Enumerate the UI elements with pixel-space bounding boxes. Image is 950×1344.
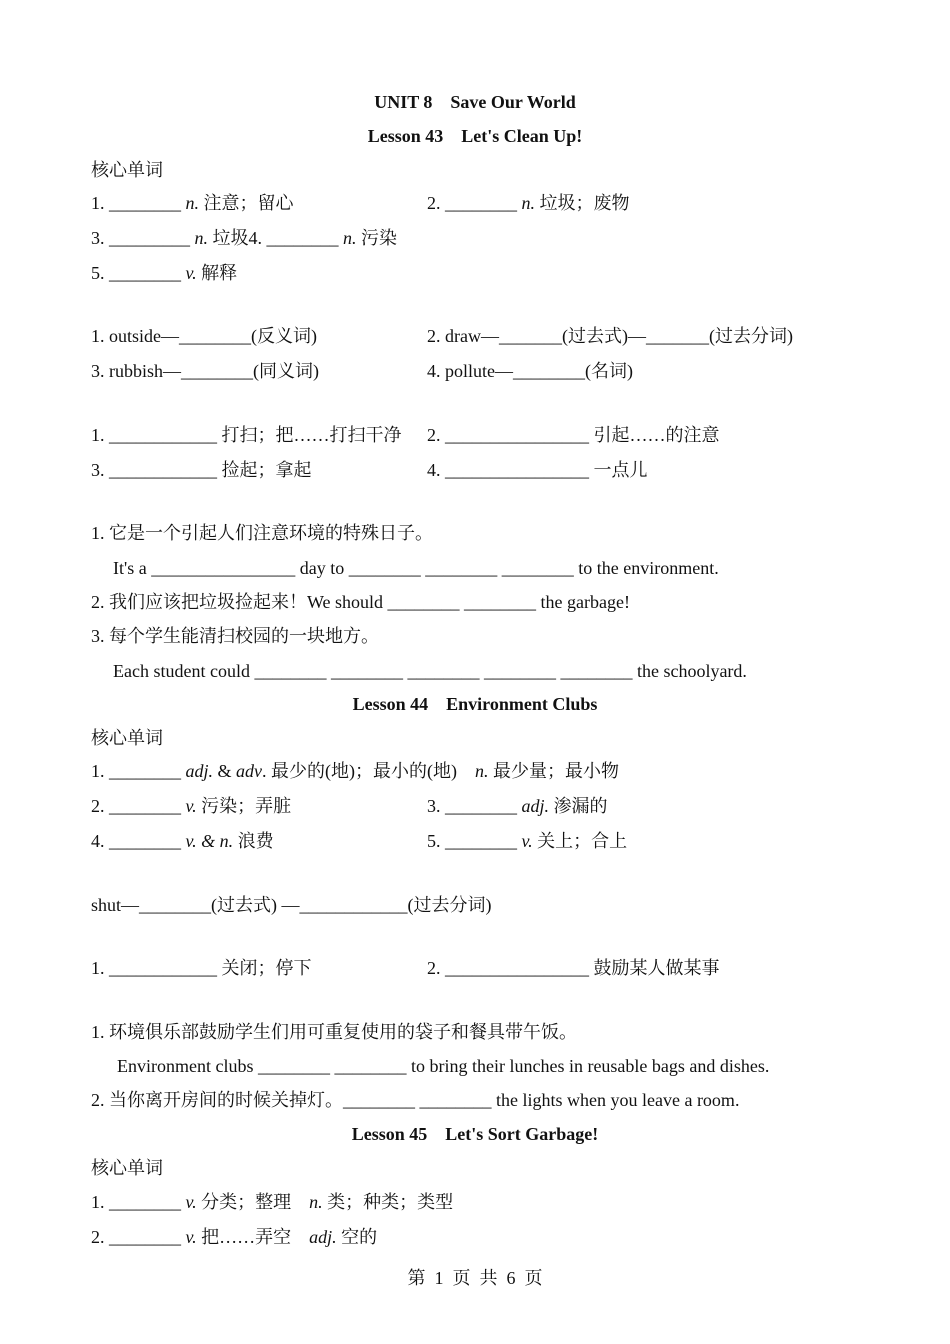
lesson44-word-1: 1. ________ adj. & adv. 最少的(地)；最小的(地) n. 最少量；最小物: [91, 761, 620, 781]
lesson44-sentence-1-cn: 1. 环境俱乐部鼓励学生们用可重复使用的袋子和餐具带午饭。: [91, 1022, 577, 1042]
lesson44-phrase-1: 1. ____________ 关闭；停下: [91, 958, 312, 978]
lesson45-title: Lesson 45 Let's Sort Garbage!: [351, 1124, 599, 1144]
lesson43-title: Lesson 43 Let's Clean Up!: [367, 126, 583, 146]
lesson43-form-2: 2. draw—_______(过去式)—_______(过去分词): [427, 326, 793, 346]
lesson43-sentence-1-cn: 1. 它是一个引起人们注意环境的特殊日子。: [91, 523, 433, 543]
lesson43-sentence-3-en: Each student could ________ ________ ________ ________ ________ the schoolyard.: [113, 661, 747, 681]
lesson43-phrase-2: 2. ________________ 引起……的注意: [427, 425, 720, 445]
lesson44-word-2: 2. ________ v. 污染；弄脏: [91, 796, 292, 816]
lesson43-phrase-1: 1. ____________ 打扫；把……打扫干净: [91, 425, 402, 445]
lesson45-word-1: 1. ________ v. 分类；整理 n. 类；种类；类型: [91, 1192, 454, 1212]
lesson43-core-words-label: 核心单词: [91, 160, 163, 180]
lesson44-title: Lesson 44 Environment Clubs: [352, 694, 598, 714]
lesson44-word-3: 3. ________ adj. 渗漏的: [427, 796, 608, 816]
lesson44-form: shut—________(过去式) —____________(过去分词): [91, 895, 492, 915]
lesson43-word-2: 2. ________ n. 垃圾；废物: [427, 193, 630, 213]
lesson44-phrase-2: 2. ________________ 鼓励某人做某事: [427, 958, 720, 978]
lesson43-form-1: 1. outside—________(反义词): [91, 326, 317, 346]
lesson44-sentence-1-en: Environment clubs ________ ________ to bring their lunches in reusable bags and dishes.: [117, 1056, 770, 1076]
lesson43-phrase-3: 3. ____________ 捡起；拿起: [91, 460, 312, 480]
lesson43-sentence-3-cn: 3. 每个学生能清扫校园的一块地方。: [91, 626, 379, 646]
lesson44-sentence-2: 2. 当你离开房间的时候关掉灯。________ ________ the lights when you leave a room.: [91, 1090, 740, 1110]
lesson44-word-5: 5. ________ v. 关上；合上: [427, 831, 628, 851]
lesson43-form-4: 4. pollute—________(名词): [427, 361, 633, 381]
lesson44-core-words-label: 核心单词: [91, 728, 163, 748]
page-footer: 第 1 页 共 6 页: [407, 1268, 543, 1288]
lesson43-sentence-1-en: It's a ________________ day to ________ ________ ________ to the environment.: [113, 558, 719, 578]
unit-title: UNIT 8 Save Our World: [374, 92, 576, 112]
lesson43-form-3: 3. rubbish—________(同义词): [91, 361, 319, 381]
lesson43-word-3-4: 3. _________ n. 垃圾4. ________ n. 污染: [91, 228, 397, 248]
lesson44-word-4: 4. ________ v. & n. 浪费: [91, 831, 274, 851]
lesson43-phrase-4: 4. ________________ 一点儿: [427, 460, 648, 480]
lesson45-word-2: 2. ________ v. 把……弄空 adj. 空的: [91, 1227, 378, 1247]
lesson43-word-1: 1. ________ n. 注意；留心: [91, 193, 294, 213]
lesson45-core-words-label: 核心单词: [91, 1158, 163, 1178]
lesson43-word-5: 5. ________ v. 解释: [91, 263, 238, 283]
lesson43-sentence-2: 2. 我们应该把垃圾捡起来！We should ________ ________ the garbage!: [91, 592, 630, 612]
